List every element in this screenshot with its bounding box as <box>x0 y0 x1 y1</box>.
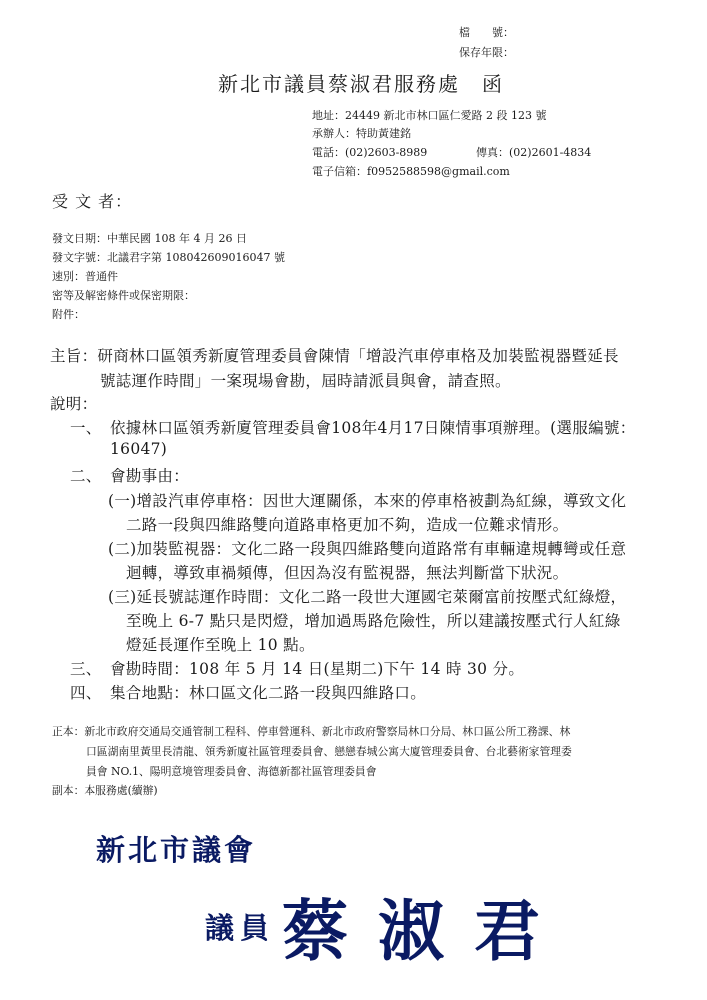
contact-email: 電子信箱：f0952588598@gmail.com <box>312 165 510 178</box>
explanation-label: 說明： <box>50 395 98 413</box>
copy-recipients: 副本：本服務處(續辦) <box>52 784 158 797</box>
main-recipients-line-2: 口區湖南里黃里長清龍、領秀新廈社區管理委員會、戀戀春城公寓大廈管理委員會、台北藝術家管理委 <box>86 745 572 758</box>
sub-item-3-line-3: 燈延長運作至晚上 10 點。 <box>126 636 315 654</box>
contact-handler: 承辦人：特助黃建銘 <box>312 127 411 140</box>
main-recipients-line-1: 正本：新北市政府交通局交通管制工程科、停車營運科、新北市政府警察局林口分局、林口區公所工務課、林 <box>52 725 571 738</box>
sub-item-2-line-2: 迴轉，導致車禍頻傳，但因為沒有監視器，無法判斷當下狀況。 <box>126 564 569 582</box>
item-4-text: 集合地點：林口區文化二路一段與四維路口。 <box>110 684 427 702</box>
file-number-label: 檔 號： <box>459 26 514 39</box>
item-4-number: 四、 <box>70 684 102 702</box>
subject-line-1: 主旨：研商林口區領秀新廈管理委員會陳情「增設汽車停車格及加裝監視器暨延長 <box>50 347 619 365</box>
sub-item-1-line-2: 二路一段與四維路雙向道路車格更加不夠，造成一位難求情形。 <box>126 516 569 534</box>
delivery-speed: 速別：普通件 <box>52 270 118 283</box>
recipient-label: 受 文 者： <box>52 192 133 211</box>
document-title: 新北市議員蔡淑君服務處 函 <box>218 72 504 96</box>
item-2-text: 會勘事由： <box>110 467 190 485</box>
main-recipients-line-3: 員會 NO.1、陽明意境管理委員會、海德新都社區管理委員會 <box>86 765 377 778</box>
item-2-number: 二、 <box>70 467 102 485</box>
contact-phone: 電話：(02)2603-8989 <box>312 146 428 159</box>
issue-date: 發文日期：中華民國 108 年 4 月 26 日 <box>52 232 247 245</box>
secrecy-level: 密等及解密條件或保密期限： <box>52 289 195 302</box>
item-1-line-2: 16047) <box>110 440 168 458</box>
item-3-text: 會勘時間：108 年 5 月 14 日(星期二)下午 14 時 30 分。 <box>110 660 525 678</box>
council-stamp: 新北市議會 <box>96 833 257 867</box>
retention-period-label: 保存年限： <box>459 46 514 59</box>
sub-item-1-line-1: (一)增設汽車停車格：因世大運關係，本來的停車格被劃為紅線，導致文化 <box>108 492 627 510</box>
contact-address: 地址：24449 新北市林口區仁愛路 2 段 123 號 <box>312 109 547 122</box>
item-3-number: 三、 <box>70 660 102 678</box>
item-1-number: 一、 <box>70 419 102 437</box>
attachment-label: 附件： <box>52 308 85 321</box>
subject-line-2: 號誌運作時間」一案現場會勘，屆時請派員與會，請查照。 <box>100 372 511 390</box>
document-number: 發文字號：北議君字第 108042609016047 號 <box>52 251 285 264</box>
sub-item-3-line-2: 至晚上 6-7 點只是閃燈，增加過馬路危險性，所以建議按壓式行人紅綠 <box>126 612 621 630</box>
contact-fax: 傳真：(02)2601-4834 <box>476 146 592 159</box>
councilor-name-stamp: 蔡淑君 <box>282 892 570 970</box>
item-1-line-1: 依據林口區領秀新廈管理委員會108年4月17日陳情事項辦理。(選服編號： <box>110 419 636 437</box>
sub-item-2-line-1: (二)加裝監視器：文化二路一段與四維路雙向道路常有車輛違規轉彎或任意 <box>108 540 627 558</box>
councilor-title-stamp: 議員 <box>205 911 276 945</box>
sub-item-3-line-1: (三)延長號誌運作時間：文化二路一段世大運國宅萊爾富前按壓式紅綠燈， <box>108 588 627 606</box>
